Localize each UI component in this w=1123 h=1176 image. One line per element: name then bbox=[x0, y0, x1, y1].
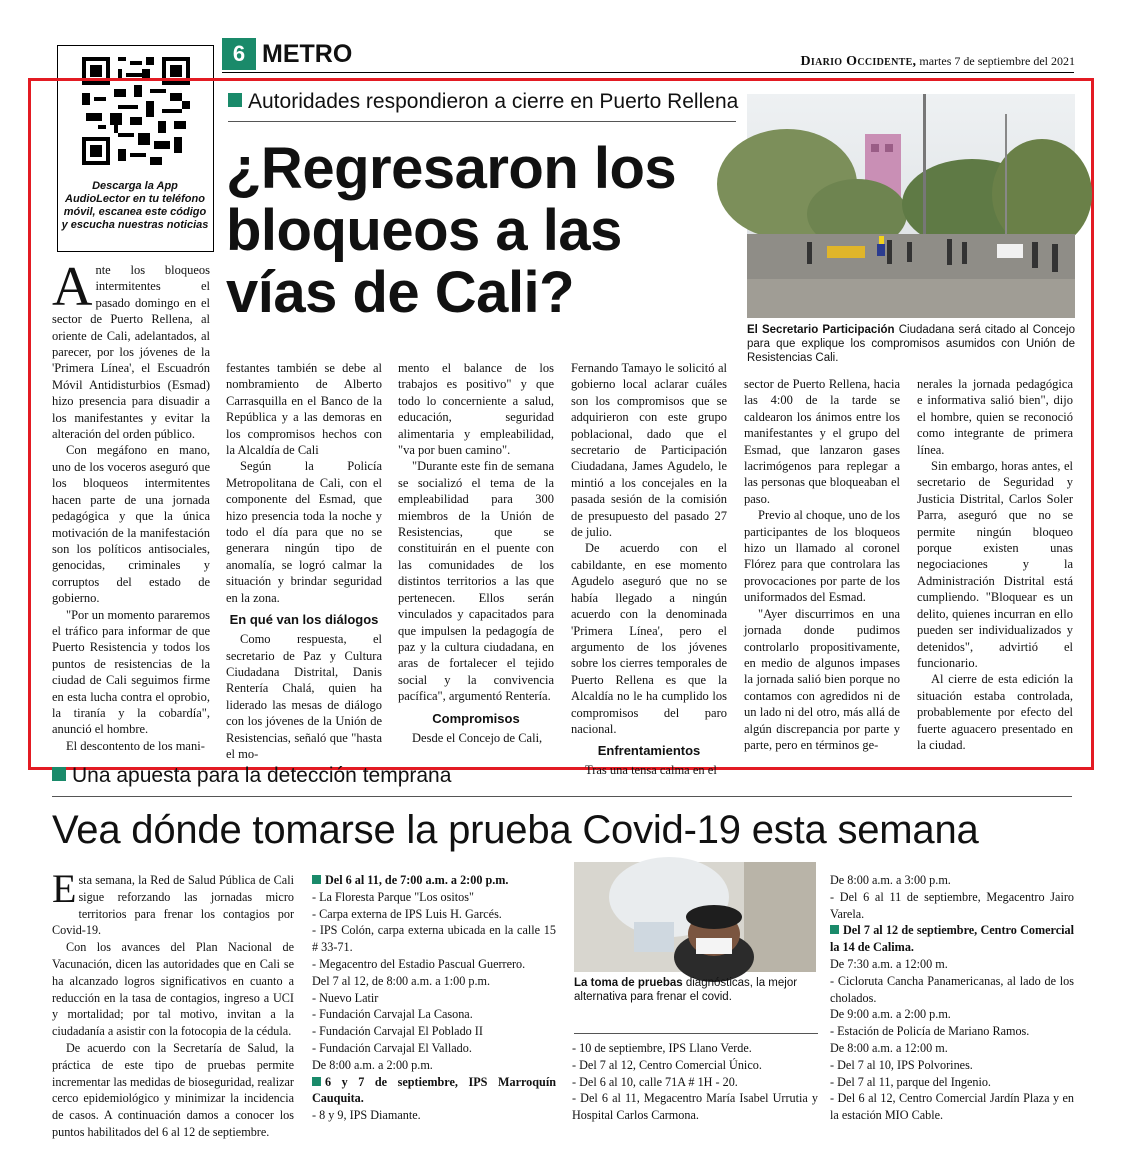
schedule-item: - Del 7 al 11, parque del Ingenio. bbox=[830, 1074, 991, 1089]
schedule-item: - Nuevo Latir bbox=[312, 990, 379, 1005]
kicker-rule bbox=[52, 796, 1072, 797]
schedule-item: - Del 7 al 12, Centro Comercial Único. bbox=[572, 1057, 762, 1072]
caption-lead: El Secretario Participación bbox=[747, 324, 895, 336]
caption-text: diagnósticas, la mejor alternativa para frenar el covid. bbox=[574, 977, 798, 1003]
section-square-icon bbox=[830, 925, 839, 934]
caption-rule bbox=[574, 1033, 818, 1034]
kicker-rule bbox=[228, 121, 736, 122]
schedule-item: - Carpa externa de IPS Luis H. Garcés. bbox=[312, 906, 502, 921]
paragraph: Fernando Tamayo le solicitó al gobierno local aclarar cuáles son los compromisos que se adquirieron con este grupo poblacional, dado que el secretario de Participación Ciudadana, James Agudelo, le mintió a los concejales en la pasada sesión de la comisión de presupuesto del pasado 27 de julio. bbox=[571, 361, 727, 540]
paragraph: mento el balance de los trabajos es positivo" y que todo lo concerniente a salud, educación, seguridad alimentaria y empleabilidad, "va por buen camino". bbox=[398, 361, 554, 458]
article2-photo-caption bbox=[574, 976, 818, 1004]
schedule-item: De 8:00 a.m. a 2:00 p.m. bbox=[312, 1057, 433, 1072]
masthead bbox=[800, 54, 1075, 70]
article1-kicker-text: Autoridades respondieron a cierre en Puerto Rellena bbox=[248, 90, 739, 113]
article2-kicker bbox=[52, 764, 451, 788]
schedule-item: - Fundación Carvajal El Vallado. bbox=[312, 1040, 472, 1055]
schedule-item: - Megacentro del Estadio Pascual Guerrero. bbox=[312, 956, 526, 971]
section-title: METRO bbox=[262, 40, 353, 68]
schedule-item: - Fundación Carvajal El Poblado II bbox=[312, 1024, 483, 1039]
article1-column-5 bbox=[744, 376, 900, 752]
article2-column-4 bbox=[830, 872, 1074, 1132]
schedule-item: - Del 6 al 10, calle 71A # 1H - 20. bbox=[572, 1074, 738, 1089]
schedule-heading: Del 6 al 11, de 7:00 a.m. a 2:00 p.m. bbox=[325, 873, 509, 887]
article2-column-2 bbox=[312, 872, 556, 1132]
schedule-item: - Del 6 al 12, Centro Comercial Jardín Plaza y en la estación MIO Cable. bbox=[830, 1091, 1074, 1123]
paragraph: "Ayer discurrimos en una jornada donde pudimos controlarlo propositivamente, en medio de algunos impases la jornada salió bien porque no contamos con agredidos ni de un lado ni del otro, más allá de algún discrepancia por parte y parte, pero en términos ge- bbox=[744, 606, 900, 752]
schedule-heading: 6 y 7 de septiembre, IPS Marroquín Cauquita. bbox=[312, 1074, 556, 1106]
section-square-icon bbox=[228, 93, 242, 107]
paragraph: "Por un momento pararemos el tráfico para informar de que Puerto Resistencia y todos los puntos de resistencias de la ciudad de Cali seguimos firme en esta lucha contra el oprobio, la tiranía y la cobardía", anunció el hombre. bbox=[52, 607, 210, 737]
article1-photo-caption bbox=[747, 323, 1075, 365]
schedule-item: - Del 6 al 11 de septiembre, Megacentro Jairo Varela. bbox=[830, 889, 1074, 921]
protest-street-photo[interactable] bbox=[747, 94, 1075, 318]
dropcap: A bbox=[52, 256, 93, 318]
paragraph: De acuerdo con la Secretaría de Salud, la práctica de este tipo de pruebas permite incrementar las medidas de bioseguridad, realizar cerco epidemiológico y minimizar la incidencia de casos. A continuación damos a conocer los puntos habilitados del 6 al 12 de septiembre. bbox=[52, 1040, 294, 1139]
paragraph: Previo al choque, uno de los participantes de los bloqueos hizo un llamado al coronel Flórez para que controlara las provocaciones por parte de los uniformados del Esmad. bbox=[744, 508, 900, 605]
caption-text: Ciudadana será citado al Concejo para que explique los compromisos asumidos con Unión de Resistencias Cali. bbox=[747, 324, 1075, 364]
schedule-item: - 10 de septiembre, IPS Llano Verde. bbox=[572, 1041, 752, 1055]
paragraph: nerales la jornada pedagógica e informativa salió bien", dijo el hombre, quien se reconoció como integrante de primera línea. bbox=[917, 377, 1073, 457]
paragraph: Con los avances del Plan Nacional de Vacunación, dicen las autoridades que en Cali se ha alcanzado logros significativos en cuanto a reducción en la tasa de contagios, ingreso a UCI y mortalidad; por tal motivo, invitan a la ciudadanía a asistir con la fotocopia de la cédula. bbox=[52, 940, 294, 1039]
issue-date: martes 7 de septiembre del 2021 bbox=[919, 54, 1075, 68]
schedule-item: - IPS Colón, carpa externa ubicada en la calle 15 # 33-71. bbox=[312, 923, 556, 955]
article1-headline[interactable]: ¿Regresaron los bloqueos a las vías de Cali? bbox=[226, 136, 677, 325]
paragraph: Según la Policía Metropolitana de Cali, con el componente del Esmad, que hizo presencia toda la noche y todo el día para que no se generara ningún tipo de anomalía, se logró calmar la situación y brindar seguridad en la zona. bbox=[226, 459, 382, 605]
covid-test-photo[interactable] bbox=[574, 862, 816, 972]
paragraph: "Durante este fin de semana se socializó el tema de la empleabilidad para 300 miembros de la Unión de Resistencias, que se constituirán en el puente con las comunidades de los distintos territorios a las que pertenecen. Ellos serán vinculados y capacitados para que impulsen la pedagogía de paz y la cultura ciudadana, en aras de fortalecer el tejido social y la convivencia pacífica", argumentó Rentería. bbox=[398, 459, 554, 704]
section-square-icon bbox=[52, 767, 66, 781]
schedule-heading-row bbox=[830, 922, 1074, 956]
paragraph: Como respuesta, el secretario de Paz y Cultura Ciudadana Distrital, Danis Rentería Chalá, quien ha liderado las mesas de diálogo con los jóvenes de la Unión de Resistencias, señaló que "hasta el mo- bbox=[226, 632, 382, 761]
schedule-item: - Del 6 al 11, Megacentro María Isabel Urrutia y Hospital Carlos Carmona. bbox=[572, 1091, 818, 1123]
article2-kicker-text: Una apuesta para la detección temprana bbox=[72, 764, 452, 787]
subhead-compromisos: Compromisos bbox=[432, 710, 520, 726]
paragraph: De acuerdo con el cabildante, en ese momento Agudelo aseguró que no se había llegado a ningún acuerdo con la denominada 'Primera Línea', pero el argumento de los jóvenes sobre los cierres temporales de Puerto Rellena es que la Alcaldía no le ha cumplido los compromisos del paro nacional. bbox=[571, 541, 727, 736]
paragraph: nte los bloqueos intermitentes el pasado domingo en el sector de Puerto Rellena, al oriente de Cali, adelantados, al parecer, por los jóvenes de la 'Primera Línea', el Escuadrón Móvil Antidisturbios (Esmad) hizo presencia para disuadir a los manifestantes y evitar la alteración del orden público. bbox=[52, 263, 210, 442]
schedule-item: - La Floresta Parque "Los ositos" bbox=[312, 889, 474, 904]
dropcap: E bbox=[52, 866, 77, 911]
paragraph: Al cierre de esta edición la situación estaba controlada, probablemente por efecto del fuerte aguacero presentado en la ciudad. bbox=[917, 672, 1073, 752]
qr-caption: Descarga la App AudioLector en tu teléfono móvil, escanea este código y escucha nuestras noticias bbox=[61, 180, 209, 231]
schedule-item: - 8 y 9, IPS Diamante. bbox=[312, 1108, 421, 1123]
article2-column-1 bbox=[52, 866, 294, 1139]
section-square-icon bbox=[312, 1077, 321, 1086]
page-number: 6 bbox=[222, 38, 256, 70]
paragraph: festantes también se debe al nombramiento de Alberto Carrasquilla en el Banco de la República y a las demoras en los compromisos hechos con la Alcaldía de Cali bbox=[226, 361, 382, 458]
schedule-item: - Cicloruta Cancha Panamericanas, al lado de los cholados. bbox=[830, 973, 1074, 1005]
newspaper-name: Diario Occidente, bbox=[800, 54, 917, 69]
schedule-item: De 8:00 a.m. a 3:00 p.m. bbox=[830, 873, 951, 887]
paragraph: Sin embargo, horas antes, el secretario de Seguridad y Justicia Distrital, Carlos Soler Parra, aseguró que no se permite ningún bloqueo porque existen unas negociaciones y la Administración Distrital está cumpliendo. "Bloquear es un delito, quienes incurran en ello pueden ser individualizados y detenidos", advirtió el funcionario. bbox=[917, 459, 1073, 670]
schedule-heading: Del 7 al 12 de septiembre, Centro Comercial la 14 de Calima. bbox=[830, 923, 1074, 955]
schedule-item: - Del 7 al 10, IPS Polvorines. bbox=[830, 1057, 973, 1072]
header-rule bbox=[222, 72, 1074, 73]
schedule-item: Del 7 al 12, de 8:00 a.m. a 1:00 p.m. bbox=[312, 973, 491, 988]
schedule-item: De 7:30 a.m. a 12:00 m. bbox=[830, 956, 948, 971]
schedule-heading-row bbox=[312, 872, 556, 889]
schedule-item: - Estación de Policía de Mariano Ramos. bbox=[830, 1024, 1030, 1039]
article1-kicker bbox=[228, 90, 738, 114]
article1-column-4 bbox=[571, 360, 727, 778]
article2-headline[interactable]: Vea dónde tomarse la prueba Covid-19 esta semana bbox=[52, 808, 979, 852]
paragraph: sta semana, la Red de Salud Pública de Cali sigue reforzando las jornadas micro territorios para frenar los contagios por Covid-19. bbox=[52, 873, 294, 938]
subhead-dialogos: En qué van los diálogos bbox=[229, 612, 379, 628]
subhead-enfrentamientos: Enfrentamientos bbox=[597, 743, 701, 759]
schedule-item: - Fundación Carvajal La Casona. bbox=[312, 1007, 473, 1022]
paragraph: Con megáfono en mano, uno de los voceros aseguró que los bloqueos intermitentes hacen parte de una jornada pedagógica y que la única motivación de la manifestación son los políticos antisociales, genocidas, criminales y corruptos del estado de gobierno. bbox=[52, 443, 210, 606]
paragraph: Tras una tensa calma en el bbox=[585, 763, 717, 778]
article1-column-2 bbox=[226, 360, 382, 761]
paragraph: El descontento de los mani- bbox=[66, 738, 205, 753]
paragraph: Desde el Concejo de Cali, bbox=[412, 730, 543, 745]
schedule-item: De 8:00 a.m. a 12:00 m. bbox=[830, 1040, 948, 1055]
section-square-icon bbox=[312, 875, 321, 884]
schedule-item: De 9:00 a.m. a 2:00 p.m. bbox=[830, 1007, 951, 1022]
article1-column-3 bbox=[398, 360, 554, 752]
caption-lead: La toma de pruebas bbox=[574, 977, 683, 989]
article1-column-1 bbox=[52, 256, 210, 753]
paragraph: sector de Puerto Rellena, hacia las 4:00 de la tarde se caldearon los ánimos entre los manifestantes y el grupo del Esmad, que lanzaron gases lacrimógenos para replegar a las personas que bloqueaban el paso. bbox=[744, 377, 900, 506]
schedule-heading-row bbox=[312, 1074, 556, 1108]
article1-column-6 bbox=[917, 376, 1073, 752]
article2-column-3 bbox=[572, 1040, 818, 1130]
